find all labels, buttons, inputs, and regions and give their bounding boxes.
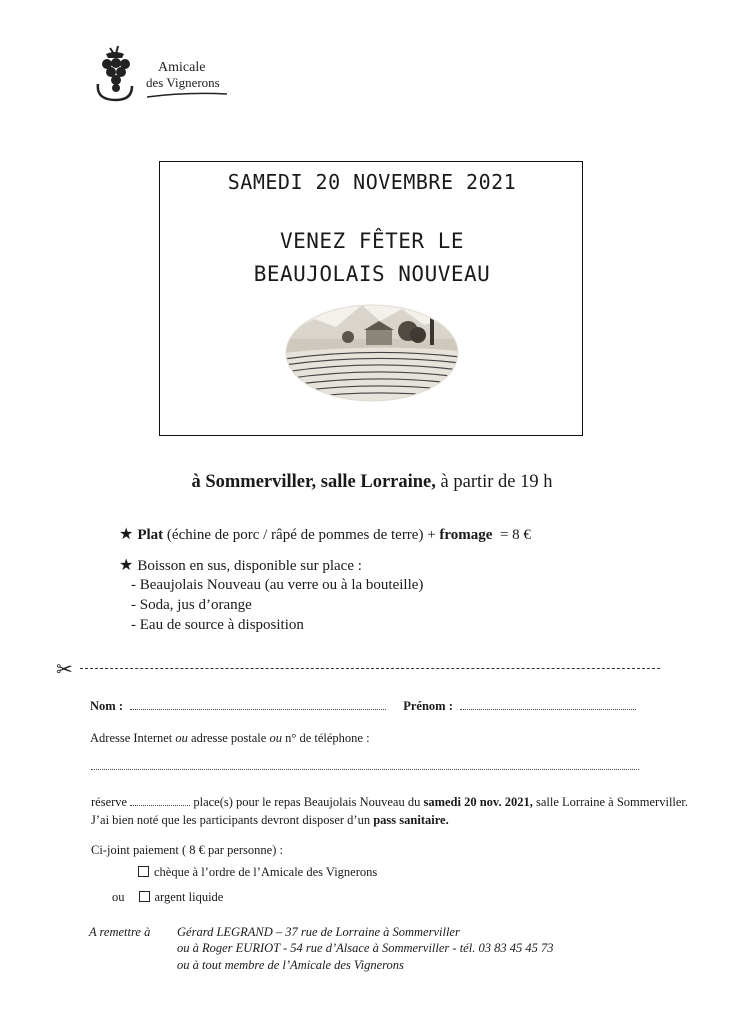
star-icon: ★ [119, 557, 134, 574]
fromage-label: fromage [439, 527, 493, 543]
event-date: SAMEDI 20 NOVEMBRE 2021 [227, 170, 517, 194]
plat-detail: (échine de porc / râpé de pommes de terre) + [163, 527, 440, 543]
cheque-checkbox[interactable] [138, 866, 149, 877]
cash-option[interactable] [112, 890, 223, 905]
nom-label: Nom : [90, 699, 123, 713]
cheque-label: chèque à l’ordre de l’Amicale des Vignerons [154, 865, 378, 879]
star-icon: ★ [119, 526, 134, 543]
cheque-option[interactable] [138, 865, 377, 880]
contact-field[interactable] [91, 769, 639, 770]
prenom-label: Prénom : [403, 699, 453, 713]
remettre-contact-3: ou à tout membre de l’Amicale des Vignerons [177, 958, 404, 972]
contact-label-telephone: n° de téléphone : [281, 731, 370, 745]
cash-label: argent liquide [154, 890, 224, 904]
places-field[interactable] [130, 805, 190, 806]
reserve-date: samedi 20 nov. 2021, [423, 795, 533, 809]
logo-text-amicale: Amicale [158, 60, 206, 75]
grape-cluster-icon [92, 44, 138, 104]
name-row [90, 699, 636, 714]
paiement-label: Ci-joint paiement ( 8 € par personne) : [91, 843, 283, 857]
scissors-icon: ✂ [56, 659, 73, 681]
logo-swoosh-icon [146, 91, 228, 99]
reservation-text [91, 793, 691, 829]
cut-line [80, 668, 660, 669]
event-location [0, 472, 744, 493]
ou-label: ou [112, 890, 125, 904]
logo [92, 44, 242, 104]
contact-row [90, 731, 370, 746]
drink-item: - Beaujolais Nouveau (au verre ou à la bouteille) [131, 577, 424, 593]
location-venue: à Sommerviller, salle Lorraine, [191, 472, 436, 492]
remettre-contact-2: ou à Roger EURIOT - 54 rue d’Alsace à Sommerviller - tél. 03 83 45 45 73 [177, 941, 554, 955]
prenom-field[interactable] [460, 709, 636, 710]
boisson-intro: Boisson en sus, disponible sur place : [137, 558, 362, 574]
contact-label-postale: adresse postale [187, 731, 270, 745]
vineyard-landscape-icon [284, 295, 460, 403]
pass-sanitaire: pass sanitaire. [373, 813, 449, 827]
remettre-contact-1: Gérard LEGRAND – 37 rue de Lorraine à Sommerviller [177, 925, 460, 939]
drink-item: - Soda, jus d’orange [131, 597, 252, 613]
drink-item: - Eau de source à disposition [131, 617, 304, 633]
event-title-line1: VENEZ FÊTER LE [279, 229, 464, 253]
reserve-label: réserve [91, 795, 131, 809]
location-time: à partir de 19 h [435, 472, 553, 492]
reserve-end: salle Lorraine à Sommerviller. J’ai bien noté que les participants devront disposer d’un [91, 795, 689, 827]
remettre-label: A remettre à [89, 925, 151, 939]
ou-italic: ou [269, 731, 282, 745]
nom-field[interactable] [130, 709, 386, 710]
menu-plat [119, 524, 531, 544]
menu-boisson [119, 555, 362, 575]
event-title-line2: BEAUJOLAIS NOUVEAU [253, 262, 491, 286]
logo-text-vignerons: des Vignerons [146, 75, 220, 90]
cash-checkbox[interactable] [139, 891, 150, 902]
contact-label-internet: Adresse Internet [90, 731, 176, 745]
plat-label: Plat [137, 527, 164, 543]
reserve-middle: place(s) pour le repas Beaujolais Nouveau du [190, 795, 424, 809]
plat-price: = 8 € [492, 527, 531, 543]
ou-italic: ou [175, 731, 188, 745]
event-header-box [159, 161, 583, 436]
